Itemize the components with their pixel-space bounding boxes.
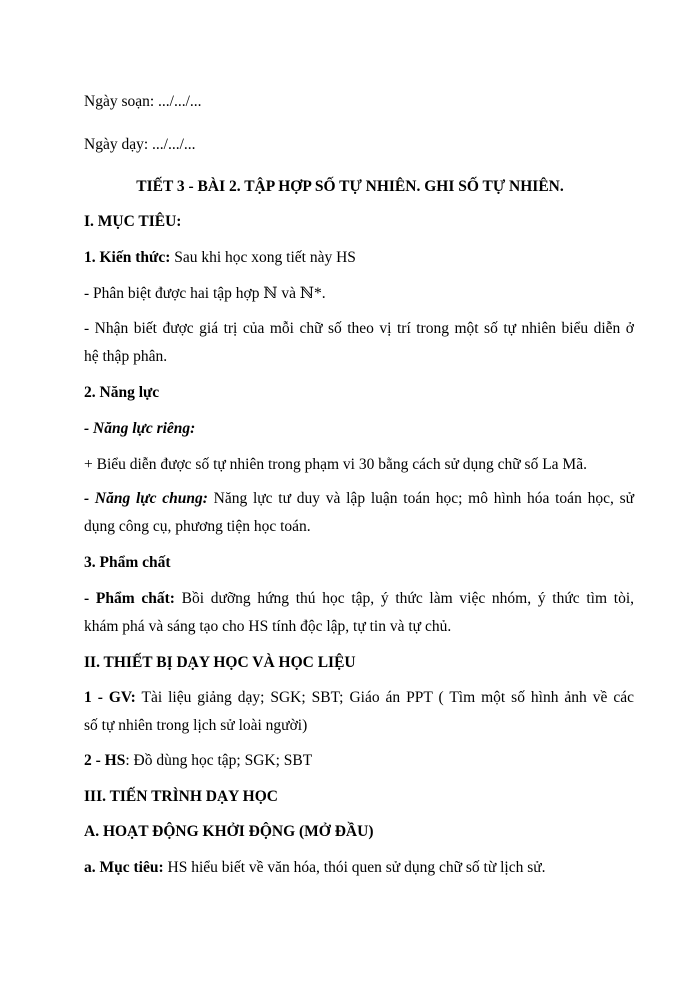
qualities-heading: 3. Phẩm chất xyxy=(84,554,171,571)
knowledge-label: 1. Kiến thức: xyxy=(84,249,171,266)
knowledge-item-2-line2: hệ thập phân. xyxy=(84,348,168,365)
knowledge-item-2-line1: - Nhận biết được giá trị của mỗi chữ số theo vị trí trong một số tự nhiên biểu diễn ở xyxy=(84,320,634,337)
date-prepared: Ngày soạn: .../.../... xyxy=(84,93,202,110)
competency-heading: 2. Năng lực xyxy=(84,384,160,401)
date-taught: Ngày dạy: .../.../... xyxy=(84,136,196,153)
objective-a-line xyxy=(84,859,546,877)
section-process-heading: III. TIẾN TRÌNH DẠY HỌC xyxy=(84,788,278,805)
qualities-line2: khám phá và sáng tạo cho HS tính độc lập, tự tin và tự chủ. xyxy=(84,618,452,635)
qualities-label: - Phẩm chất: xyxy=(84,590,175,607)
general-competency-line2: dụng công cụ, phương tiện học toán. xyxy=(84,518,311,535)
teacher-materials-line1 xyxy=(84,689,634,707)
specific-competency-label: - Năng lực riêng: xyxy=(84,420,196,437)
general-competency-label: - Năng lực chung: xyxy=(84,490,208,507)
section-objectives-heading: I. MỤC TIÊU: xyxy=(84,213,182,230)
teacher-label: 1 - GV: xyxy=(84,689,136,706)
student-label: 2 - HS xyxy=(84,752,126,769)
activity-a-heading: A. HOẠT ĐỘNG KHỞI ĐỘNG (MỞ ĐẦU) xyxy=(84,823,374,840)
student-materials xyxy=(84,752,312,770)
specific-competency-item: + Biểu diễn được số tự nhiên trong phạm vi 30 bằng cách sử dụng chữ số La Mã. xyxy=(84,456,587,473)
teacher-text: Tài liệu giảng dạy; SGK; SBT; Giáo án PPT ( Tìm một số hình ảnh về các xyxy=(141,689,634,706)
objective-a-label: a. Mục tiêu: xyxy=(84,859,164,876)
knowledge-text: Sau khi học xong tiết này HS xyxy=(174,249,356,266)
lesson-title: TIẾT 3 - BÀI 2. TẬP HỢP SỐ TỰ NHIÊN. GHI SỐ TỰ NHIÊN. xyxy=(136,178,564,195)
objective-a-text: HS hiểu biết về văn hóa, thói quen sử dụng chữ số từ lịch sử. xyxy=(167,859,546,876)
section-equipment-heading: II. THIẾT BỊ DẠY HỌC VÀ HỌC LIỆU xyxy=(84,654,356,671)
knowledge-line xyxy=(84,249,356,267)
qualities-text: Bồi dưỡng hứng thú học tập, ý thức làm việc nhóm, ý thức tìm tòi, xyxy=(181,590,634,607)
student-text: : Đồ dùng học tập; SGK; SBT xyxy=(125,752,313,769)
general-competency-text: Năng lực tư duy và lập luận toán học; mô hình hóa toán học, sử xyxy=(213,490,635,507)
teacher-materials-line2: số tự nhiên trong lịch sử loài người) xyxy=(84,717,308,734)
knowledge-item-1: - Phân biệt được hai tập hợp ℕ và ℕ*. xyxy=(84,285,326,302)
qualities-line1 xyxy=(84,590,634,608)
general-competency-line1 xyxy=(84,490,634,508)
